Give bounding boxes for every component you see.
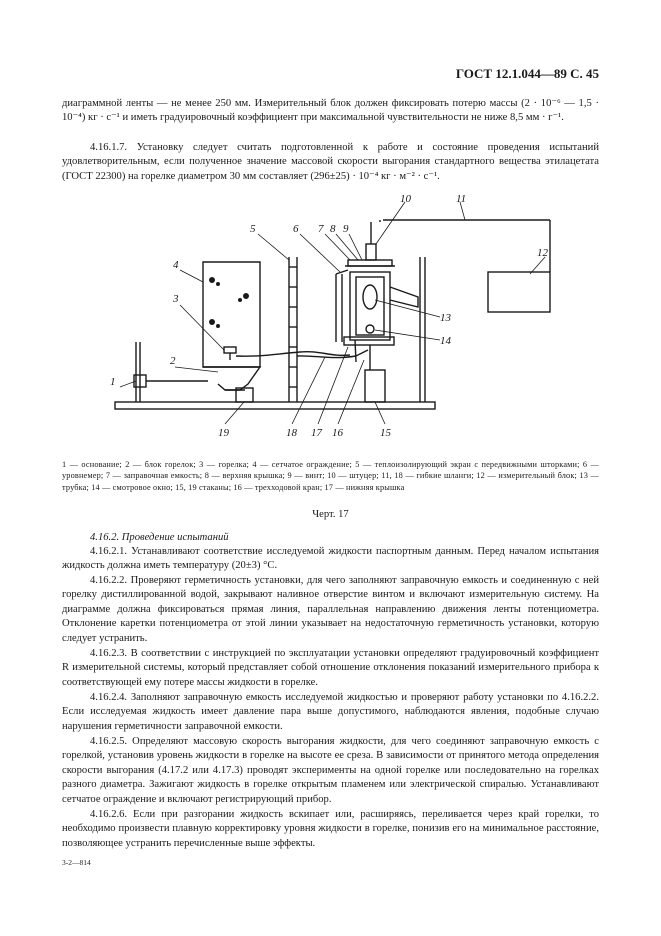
paragraph-4-16-2-6: 4.16.2.6. Если при разгорании жидкость вскипает или, расширяясь, переливается через край горелки, то необходимо произвести плавную корректировку уровня жидкости в горелке, понизив его на минимальное расстояние, позволяющее устранить перечисленные выше эффекты. <box>62 809 599 849</box>
label-7: 7 <box>318 223 324 235</box>
label-11: 11 <box>456 193 467 205</box>
label-8: 8 <box>330 223 336 235</box>
label-15: 15 <box>380 427 391 439</box>
label-18: 18 <box>286 427 297 439</box>
base-plate <box>115 402 435 409</box>
label-17: 17 <box>311 427 322 439</box>
paragraph-4-16-1-7: 4.16.1.7. Установку следует считать подготовленной к работе и состояние проведения испытаний удовлетворительным, если полученное значение массовой скорости выгорания стандартного вещества этилацетата (ГОСТ 22300) на горелке диаметром 30 мм составляет (296±25) · 10⁻⁴ кг · м⁻² · с⁻¹. <box>62 142 599 182</box>
label-4: 4 <box>173 259 179 271</box>
label-2: 2 <box>170 355 176 367</box>
label-3: 3 <box>173 293 179 305</box>
page-footer: 3-2—814 <box>62 858 91 867</box>
figure-caption: Черт. 17 <box>312 509 349 520</box>
label-13: 13 <box>440 312 451 324</box>
label-5: 5 <box>250 223 256 235</box>
label-9: 9 <box>343 223 349 235</box>
paragraph-4-16-2-2: 4.16.2.2. Проверяют герметичность установки, для чего заполняют заправочную емкость и соединенную с ней горелку дистиллированной водой, закрывают наливное отверстие винтом и включают измерительную систему. На диаграмме должна фиксироваться прямая линия, параллельная направлению движения ленты потенциометра. Отклонение каретки потенциометра от этой линии указывает на недостаточную герметичность установки, которую следует устранить. <box>62 575 599 644</box>
label-1: 1 <box>110 376 116 388</box>
paragraph-4-16-2-5: 4.16.2.5. Определяют массовую скорость выгорания жидкости, для чего соединяют заправочную емкость с горелкой, установив уровень жидкости в горелке на высоте ее среза. В зависимости от принятого метода определения скорости выгорания (4.17.2 или 4.17.3) проводят эксперименты на одной горелке или последовательно на горелках разного диаметра. Зажигают жидкость в горелке открытым пламенем или электрической спиралью. Устанавливают сетчатое ограждение и включают регистрирующий прибор. <box>62 736 599 805</box>
figure-legend: 1 — основание; 2 — блок горелок; 3 — горелка; 4 — сетчатое ограждение; 5 — теплоизолирующий экран с передвижными шторками; 6 — уровнемер; 7 — заправочная емкость; 8 — верхняя крышка; 9 — винт; 10 — штуцер; 11, 18 — гибкие шланги; 12 — измерительный блок; 13 — трубка; 14 — смотровое окно; 15, 19 стаканы; 16 — трехходовой кран; 17 — нижняя крышка <box>62 460 599 492</box>
label-19: 19 <box>218 427 229 439</box>
label-14: 14 <box>440 335 451 347</box>
section-title-text: 4.16.2. Проведение испытаний <box>90 532 229 543</box>
paragraph-4-16-2-4: 4.16.2.4. Заполняют заправочную емкость исследуемой жидкостью и проверяют работу установки по 4.16.2.2. Если исследуемая жидкость имеет давление пара выше допустимого, наблюдаются явления, подобные случаю нарушения герметичности заправочной емкости. <box>62 692 599 732</box>
paragraph-continuation: диаграммной ленты — не менее 250 мм. Измерительный блок должен фиксировать потерю массы (2 · 10⁻⁶ — 1,5 · 10⁻⁴) кг · с⁻¹ и иметь градуировочный коэффициент при максимальной чувствительности не ниже 8,5 мм · г⁻¹. <box>62 98 599 124</box>
label-16: 16 <box>332 427 343 439</box>
label-6: 6 <box>293 223 299 235</box>
paragraph-4-16-2-3: 4.16.2.3. В соответствии с инструкцией по эксплуатации установки определяют градуировочный коэффициент R измерительной системы, который представляет собой отношение отклонения показаний измерительного прибора к соответствующей ему потере массы жидкости в горелке. <box>62 648 599 688</box>
label-10: 10 <box>400 193 411 205</box>
measuring-block <box>488 272 550 312</box>
figure-17-apparatus-diagram <box>100 192 610 454</box>
label-12: 12 <box>537 247 548 259</box>
section-title <box>62 531 599 545</box>
page-header: ГОСТ 12.1.044—89 С. 45 <box>455 66 599 81</box>
paragraph-4-16-2-1: 4.16.2.1. Устанавливают соответствие исследуемой жидкости паспортным данным. Перед началом испытания жидкость должна иметь температуру (20±3) °С. <box>62 546 599 572</box>
